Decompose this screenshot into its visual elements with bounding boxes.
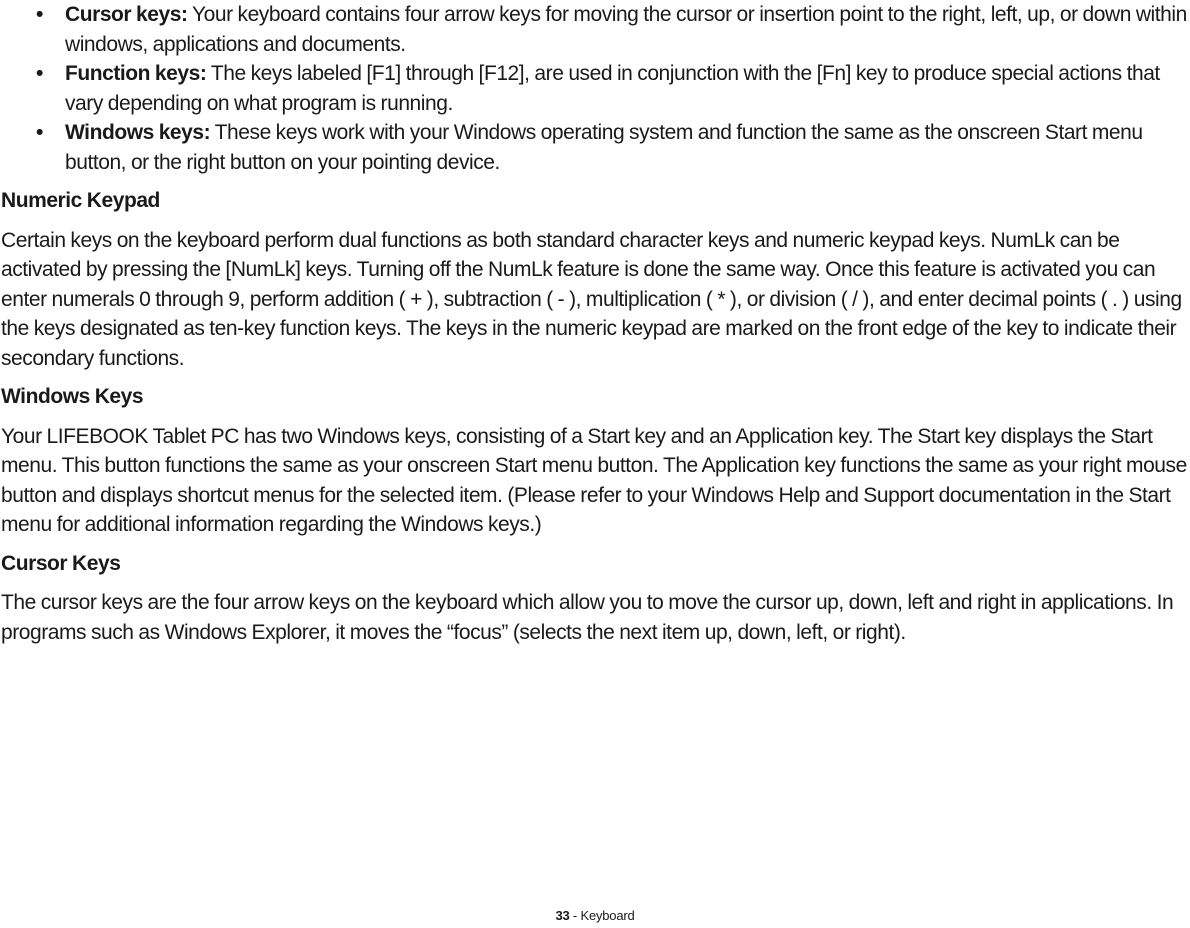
bullet-item-cursor-keys <box>1 0 1189 59</box>
page-content <box>1 0 1189 647</box>
bullet-term: Windows keys: <box>65 121 211 144</box>
bullet-item-function-keys <box>1 59 1189 118</box>
page-number: 33 <box>555 908 570 923</box>
bullet-icon: • <box>36 121 43 144</box>
bullet-text: Your keyboard contains four arrow keys for moving the cursor or insertion point to the right, left, up, or down within windows, applications and documents. <box>65 3 1187 56</box>
page-footer <box>0 906 1190 926</box>
section-heading-numeric-keypad: Numeric Keypad <box>1 189 160 212</box>
section-body-cursor-keys: The cursor keys are the four arrow keys on the keyboard which allow you to move the cursor up, down, left and right in applications. In programs such as Windows Explorer, it moves the “focus” (selects the next item up, down, left, or right). <box>1 591 1174 644</box>
section-heading-windows-keys: Windows Keys <box>1 385 144 408</box>
bullet-icon: • <box>36 3 43 26</box>
bullet-list <box>1 0 1189 177</box>
bullet-term: Cursor keys: <box>65 3 188 26</box>
footer-section-title: Keyboard <box>580 908 635 923</box>
bullet-text: These keys work with your Windows operating system and function the same as the onscreen Start menu button, or the right button on your pointing device. <box>65 121 1143 174</box>
section-body-windows-keys: Your LIFEBOOK Tablet PC has two Windows keys, consisting of a Start key and an Application key. The Start key displays the Start menu. This button functions the same as your onscreen Start menu button. The Application key functions the same as your right mouse button and displays shortcut menus for the selected item. (Please refer to your Windows Help and Support documentation in the Start menu for additional information regarding the Windows keys.) <box>1 424 1187 536</box>
bullet-term: Function keys: <box>65 62 207 85</box>
footer-separator: - <box>569 908 581 923</box>
bullet-text: The keys labeled [F1] through [F12], are used in conjunction with the [Fn] key to produce special actions that vary depending on what program is running. <box>65 62 1160 115</box>
section-heading-cursor-keys: Cursor Keys <box>1 551 121 575</box>
bullet-icon: • <box>36 62 43 85</box>
bullet-item-windows-keys <box>1 118 1189 177</box>
section-body-numeric-keypad: Certain keys on the keyboard perform dual functions as both standard character keys and numeric keypad keys. NumLk can be activated by pressing the [NumLk] keys. Turning off the NumLk feature is done the same way. Once this feature is activated you can enter numerals 0 through 9, perform addition ( + ), subtraction ( - ), multiplication ( * ), or division ( / ), and enter decimal points ( . ) using the keys designated as ten-key function keys. The keys in the numeric keypad are marked on the front edge of the key to indicate their secondary functions. <box>1 228 1182 370</box>
